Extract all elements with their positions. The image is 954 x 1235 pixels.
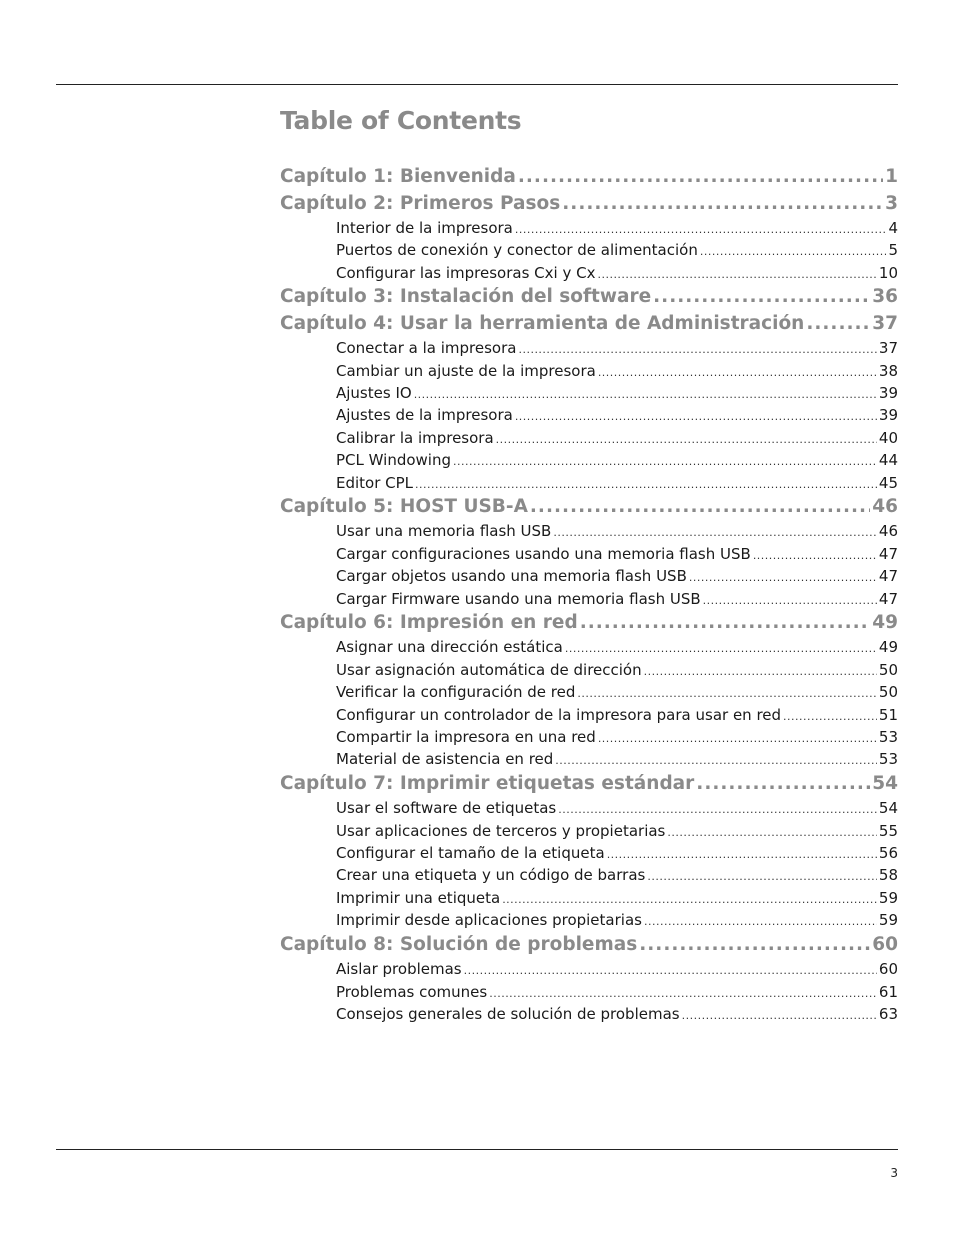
- toc-entry-page-number: 37: [878, 339, 898, 358]
- toc-section-entry[interactable]: [280, 1003, 898, 1025]
- dot-leader: [577, 683, 877, 705]
- top-rule: [56, 84, 898, 85]
- toc-entry-page-number: 51: [878, 705, 898, 724]
- toc-entry-page-number: 50: [878, 660, 898, 679]
- toc-entry-label: Capítulo 5: HOST USB-A: [280, 495, 528, 517]
- toc-entry-label: Cambiar un ajuste de la impresora: [336, 361, 596, 380]
- toc-entry-page-number: 53: [878, 728, 898, 747]
- toc-entry-label: Consejos generales de solución de problemas: [336, 1004, 680, 1023]
- toc-entry-page-number: 3: [885, 192, 898, 214]
- dot-leader: [696, 771, 870, 798]
- toc-entry-page-number: 63: [878, 1004, 898, 1023]
- dot-leader: [753, 545, 877, 567]
- toc-section-entry[interactable]: [280, 337, 898, 359]
- toc-entry-page-number: 50: [878, 683, 898, 702]
- toc-entry-label: Capítulo 4: Usar la herramienta de Administración: [280, 312, 805, 334]
- page-title: Table of Contents: [280, 106, 522, 135]
- toc-entry-label: Material de asistencia en red: [336, 750, 554, 769]
- dot-leader: [607, 844, 877, 866]
- toc-entry-page-number: 40: [878, 428, 898, 447]
- toc-chapter-entry[interactable]: [280, 494, 898, 521]
- dot-leader: [580, 610, 871, 637]
- toc-entry-page-number: 36: [872, 286, 898, 308]
- toc-entry-label: Ajustes de la impresora: [336, 406, 513, 425]
- toc-entry-page-number: 1: [885, 166, 898, 187]
- toc-section-entry[interactable]: [280, 520, 898, 542]
- dot-leader: [647, 866, 877, 888]
- toc-section-entry[interactable]: [280, 217, 898, 239]
- toc-entry-label: Verificar la configuración de red: [336, 683, 576, 702]
- toc-chapter-entry[interactable]: [280, 191, 898, 218]
- toc-entry-label: Cargar objetos usando una memoria flash USB: [336, 567, 687, 586]
- toc-entry-page-number: 44: [878, 451, 898, 470]
- dot-leader: [783, 706, 877, 728]
- toc-section-entry[interactable]: [280, 797, 898, 819]
- dot-leader: [689, 567, 877, 589]
- dot-leader: [565, 638, 877, 660]
- dot-leader: [644, 661, 877, 683]
- dot-leader: [700, 241, 887, 263]
- dot-leader: [515, 406, 877, 428]
- toc-chapter-entry[interactable]: [280, 284, 898, 311]
- toc-section-entry[interactable]: [280, 588, 898, 610]
- toc-entry-label: Capítulo 1: Bienvenida: [280, 166, 516, 187]
- toc-entry-label: Capítulo 2: Primeros Pasos: [280, 192, 561, 214]
- toc-entry-label: Configurar el tamaño de la etiqueta: [336, 844, 605, 863]
- toc-entry-page-number: 60: [872, 933, 898, 955]
- toc-entry-page-number: 47: [878, 567, 898, 586]
- toc-entry-label: Asignar una dirección estática: [336, 638, 563, 657]
- toc-section-entry[interactable]: [280, 659, 898, 681]
- toc-section-entry[interactable]: [280, 543, 898, 565]
- toc-entry-label: Usar aplicaciones de terceros y propietarias: [336, 821, 666, 840]
- toc-entry-label: Interior de la impresora: [336, 219, 513, 237]
- toc-entry-label: Configurar un controlador de la impresora para usar en red: [336, 705, 782, 724]
- dot-leader: [597, 264, 876, 286]
- toc-chapter-entry[interactable]: [280, 771, 898, 798]
- toc-entry-label: Cargar Firmware usando una memoria flash USB: [336, 589, 701, 608]
- toc-section-entry[interactable]: [280, 239, 898, 261]
- dot-leader: [653, 284, 870, 311]
- toc-entry-label: Calibrar la impresora: [336, 428, 494, 447]
- dot-leader: [806, 311, 870, 338]
- toc-section-entry[interactable]: [280, 704, 898, 726]
- toc-chapter-entry[interactable]: [280, 164, 898, 191]
- toc-entry-page-number: 49: [878, 638, 898, 657]
- toc-entry-page-number: 60: [878, 960, 898, 979]
- toc-entry-page-number: 39: [878, 406, 898, 425]
- dot-leader: [489, 983, 877, 1005]
- dot-leader: [496, 429, 877, 451]
- toc-entry-page-number: 45: [878, 473, 898, 492]
- dot-leader: [553, 522, 877, 544]
- dot-leader: [598, 728, 877, 750]
- toc-entry-label: Capítulo 7: Imprimir etiquetas estándar: [280, 772, 695, 794]
- table-of-contents: [280, 164, 898, 1025]
- toc-entry-page-number: 38: [878, 361, 898, 380]
- toc-section-entry[interactable]: [280, 842, 898, 864]
- toc-entry-page-number: 55: [878, 821, 898, 840]
- toc-section-entry[interactable]: [280, 748, 898, 770]
- toc-entry-label: Usar asignación automática de dirección: [336, 660, 642, 679]
- toc-entry-label: Usar una memoria flash USB: [336, 522, 552, 541]
- toc-chapter-entry[interactable]: [280, 932, 898, 959]
- toc-entry-label: Puertos de conexión y conector de alimentación: [336, 241, 698, 260]
- dot-leader: [562, 191, 883, 218]
- dot-leader: [502, 889, 877, 911]
- page-number: 3: [890, 1166, 898, 1180]
- toc-entry-label: Imprimir una etiqueta: [336, 888, 501, 907]
- toc-entry-page-number: 37: [872, 312, 898, 334]
- toc-entry-page-number: 47: [878, 589, 898, 608]
- dot-leader: [644, 911, 877, 933]
- toc-chapter-entry[interactable]: [280, 311, 898, 338]
- toc-section-entry[interactable]: [280, 427, 898, 449]
- toc-entry-page-number: 54: [878, 799, 898, 818]
- toc-entry-page-number: 56: [878, 844, 898, 863]
- toc-entry-page-number: 4: [888, 219, 898, 237]
- toc-entry-label: Ajustes IO: [336, 383, 412, 402]
- bottom-rule: [56, 1149, 898, 1150]
- toc-entry-page-number: 61: [878, 982, 898, 1001]
- dot-leader: [639, 932, 870, 959]
- toc-entry-label: Capítulo 8: Solución de problemas: [280, 933, 638, 955]
- dot-leader: [453, 451, 877, 473]
- toc-entry-page-number: 46: [872, 495, 898, 517]
- toc-section-entry[interactable]: [280, 981, 898, 1003]
- toc-section-entry[interactable]: [280, 887, 898, 909]
- toc-entry-page-number: 39: [878, 383, 898, 402]
- toc-section-entry[interactable]: [280, 820, 898, 842]
- toc-entry-label: Imprimir desde aplicaciones propietarias: [336, 911, 642, 930]
- dot-leader: [682, 1005, 877, 1027]
- toc-section-entry[interactable]: [280, 382, 898, 404]
- toc-section-entry[interactable]: [280, 909, 898, 931]
- toc-section-entry[interactable]: [280, 636, 898, 658]
- toc-entry-label: Configurar las impresoras Cxi y Cx: [336, 263, 596, 282]
- toc-entry-label: Aislar problemas: [336, 960, 462, 979]
- dot-leader: [518, 339, 876, 361]
- toc-section-entry[interactable]: [280, 681, 898, 703]
- toc-entry-label: Cargar configuraciones usando una memoria flash USB: [336, 544, 751, 563]
- toc-section-entry[interactable]: [280, 726, 898, 748]
- dot-leader: [518, 164, 883, 191]
- dot-leader: [415, 474, 877, 496]
- toc-entry-label: Usar el software de etiquetas: [336, 799, 557, 818]
- toc-section-entry[interactable]: [280, 404, 898, 426]
- toc-section-entry[interactable]: [280, 958, 898, 980]
- toc-entry-label: Editor CPL: [336, 473, 414, 492]
- dot-leader: [464, 960, 877, 982]
- toc-entry-label: Compartir la impresora en una red: [336, 728, 596, 747]
- toc-entry-label: Capítulo 3: Instalación del software: [280, 286, 652, 308]
- toc-section-entry[interactable]: [280, 565, 898, 587]
- toc-entry-label: Crear una etiqueta y un código de barras: [336, 866, 646, 885]
- toc-entry-label: Capítulo 6: Impresión en red: [280, 611, 578, 633]
- toc-entry-page-number: 58: [878, 866, 898, 885]
- dot-leader: [515, 219, 887, 241]
- toc-entry-label: Problemas comunes: [336, 982, 488, 1001]
- toc-section-entry[interactable]: [280, 864, 898, 886]
- toc-entry-page-number: 5: [888, 241, 898, 260]
- toc-entry-page-number: 46: [878, 522, 898, 541]
- toc-section-entry[interactable]: [280, 449, 898, 471]
- toc-entry-page-number: 10: [878, 263, 898, 282]
- dot-leader: [703, 590, 877, 612]
- toc-entry-page-number: 54: [872, 772, 898, 794]
- dot-leader: [667, 822, 877, 844]
- dot-leader: [598, 362, 877, 384]
- toc-section-entry[interactable]: [280, 262, 898, 284]
- toc-entry-label: Conectar a la impresora: [336, 339, 517, 358]
- toc-entry-page-number: 59: [878, 888, 898, 907]
- toc-entry-label: PCL Windowing: [336, 451, 451, 470]
- toc-section-entry[interactable]: [280, 360, 898, 382]
- toc-entry-page-number: 49: [872, 611, 898, 633]
- toc-entry-page-number: 53: [878, 750, 898, 769]
- toc-entry-page-number: 47: [878, 544, 898, 563]
- toc-entry-page-number: 59: [878, 911, 898, 930]
- dot-leader: [558, 799, 877, 821]
- toc-section-entry[interactable]: [280, 472, 898, 494]
- dot-leader: [414, 384, 877, 406]
- toc-chapter-entry[interactable]: [280, 610, 898, 637]
- dot-leader: [530, 494, 870, 521]
- dot-leader: [555, 750, 877, 772]
